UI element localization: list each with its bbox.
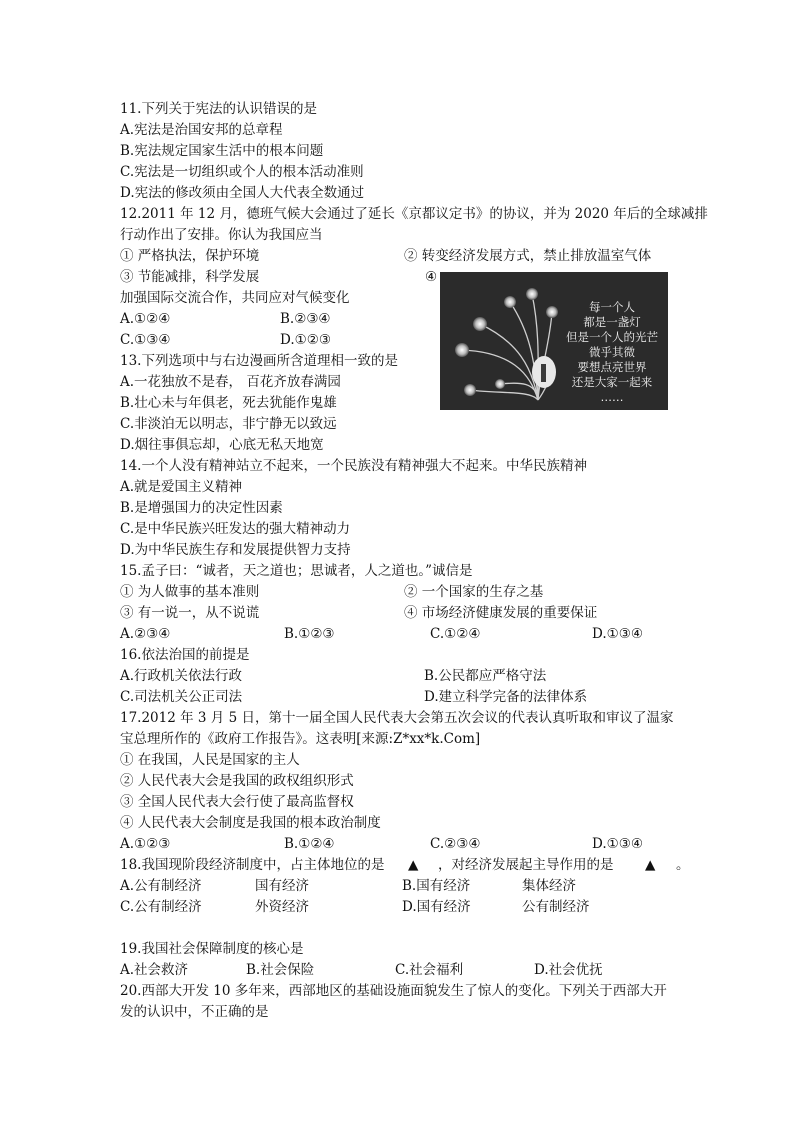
q12-statement-4-text: 加强国际交流合作，共同应对气候变化 [120, 290, 350, 306]
q19-option-b[interactable]: B.社会保险 [246, 962, 315, 978]
q15-statement-2: ② 一个国家的生存之基 [404, 584, 544, 600]
lamp-cartoon-image [440, 272, 668, 410]
q13-option-d[interactable]: D.烟往事俱忘却，心底无私天地宽 [120, 437, 324, 453]
q17-statement-2: ② 人民代表大会是我国的政权组织形式 [120, 773, 354, 789]
q18-option-d-2: 公有制经济 [522, 899, 590, 915]
q18-stem-part2: ，对经济发展起主导作用的是 [438, 857, 614, 873]
q14-option-b[interactable]: B.是增强国力的决定性因素 [120, 500, 283, 516]
q15-option-a[interactable]: A.②③④ [120, 626, 171, 642]
q13-stem: 13.下列选项中与右边漫画所含道理相一致的是 [120, 353, 398, 369]
cartoon-caption-1: 每一个人 [589, 300, 635, 314]
q15-option-b[interactable]: B.①②③ [284, 626, 335, 642]
q16-stem: 16.依法治国的前提是 [120, 647, 250, 663]
q14-stem: 14.一个人没有精神站立不起来，一个民族没有精神强大不起来。中华民族精神 [120, 458, 587, 474]
q17-option-b[interactable]: B.①②④ [284, 836, 335, 852]
q15-option-d[interactable]: D.①③④ [592, 626, 643, 642]
q18-option-a-2: 国有经济 [255, 878, 309, 894]
q16-option-d[interactable]: D.建立科学完备的法律体系 [424, 689, 588, 705]
q17-option-c[interactable]: C.②③④ [430, 836, 481, 852]
q11-option-d[interactable]: D.宪法的修改须由全国人大代表全数通过 [120, 185, 365, 201]
cartoon-caption-2: 都是一盏灯 [583, 315, 641, 329]
q14-option-a[interactable]: A.就是爱国主义精神 [120, 479, 243, 495]
q15-statement-3: ③ 有一说一，从不说谎 [120, 605, 260, 621]
q12-option-b[interactable]: B.②③④ [280, 311, 331, 327]
q19-option-d[interactable]: D.社会优抚 [534, 962, 603, 978]
q18-blank-1: ▲ [408, 857, 419, 873]
q15-option-c[interactable]: C.①②④ [430, 626, 481, 642]
q14-option-d[interactable]: D.为中华民族生存和发展提供智力支持 [120, 542, 351, 558]
q12-statement-3: ③ 节能减排，科学发展 [120, 269, 260, 285]
q19-option-c[interactable]: C.社会福利 [395, 962, 464, 978]
q17-option-a[interactable]: A.①②③ [120, 836, 171, 852]
cartoon-caption-3: 但是一个人的光芒 [566, 330, 658, 344]
q15-statement-4: ④ 市场经济健康发展的重要保证 [404, 605, 598, 621]
q11-stem: 11.下列关于宪法的认识错误的是 [120, 101, 317, 117]
q17-stem-line2: 宝总理所作的《政府工作报告》。这表明[来源:Z*xx*k.Com] [120, 731, 481, 747]
q11-option-a[interactable]: A.宪法是治国安邦的总章程 [120, 122, 283, 138]
q12-statement-1: ① 严格执法，保护环境 [120, 248, 260, 264]
cartoon-caption-7: …… [600, 390, 624, 404]
q13-option-c[interactable]: C.非淡泊无以明志，非宁静无以致远 [120, 416, 337, 432]
q15-stem: 15.孟子曰：“诚者，天之道也；思诚者，人之道也。”诚信是 [120, 563, 473, 579]
q17-statement-4: ④ 人民代表大会制度是我国的根本政治制度 [120, 815, 381, 831]
q18-option-b-1[interactable]: B.国有经济 [402, 878, 471, 894]
q15-statement-1: ① 为人做事的基本准则 [120, 584, 260, 600]
q19-stem: 19.我国社会保障制度的核心是 [120, 941, 304, 957]
q14-option-c[interactable]: C.是中华民族兴旺发达的强大精神动力 [120, 521, 351, 537]
q12-stem-line1: 12.2011 年 12 月，德班气候大会通过了延长《京都议定书》的协议，并为 2020 年后的全球减排 [120, 206, 708, 222]
q12-option-c[interactable]: C.①③④ [120, 332, 171, 348]
cartoon-caption-6: 还是大家一起来 [571, 375, 653, 389]
q13-option-b[interactable]: B.壮心未与年俱老，死去犹能作鬼雄 [120, 395, 337, 411]
q18-blank-2: ▲ [645, 857, 656, 873]
q17-statement-1: ① 在我国，人民是国家的主人 [120, 752, 300, 768]
q16-option-c[interactable]: C.司法机关公正司法 [120, 689, 243, 705]
q11-option-b[interactable]: B.宪法规定国家生活中的根本问题 [120, 143, 324, 159]
q17-stem-line1: 17.2012 年 3 月 5 日，第十一届全国人民代表大会第五次会议的代表认真听取和审议了温家 [120, 710, 674, 726]
q18-option-a-1[interactable]: A.公有制经济 [120, 878, 202, 894]
q18-option-b-2: 集体经济 [522, 878, 576, 894]
q20-stem-line1: 20.西部大开发 10 多年来，西部地区的基础设施面貌发生了惊人的变化。下列关于西部大开 [120, 983, 667, 999]
q12-statement-4-marker: ④ [425, 269, 438, 285]
q18-option-c-1[interactable]: C.公有制经济 [120, 899, 202, 915]
q19-option-a[interactable]: A.社会救济 [120, 962, 189, 978]
q18-option-d-1[interactable]: D.国有经济 [402, 899, 471, 915]
q12-stem-line2: 行动作出了安排。你认为我国应当 [120, 227, 323, 243]
cartoon-caption-5: 要想点亮世界 [577, 360, 647, 374]
q18-stem-part1: 18.我国现阶段经济制度中，占主体地位的是 [120, 857, 385, 873]
q12-statement-2: ② 转变经济发展方式，禁止排放温室气体 [404, 248, 652, 264]
q12-option-a[interactable]: A.①②④ [120, 311, 171, 327]
q12-option-d[interactable]: D.①②③ [280, 332, 331, 348]
q16-option-b[interactable]: B.公民都应严格守法 [424, 668, 547, 684]
q20-stem-line2: 发的认识中，不正确的是 [120, 1004, 269, 1020]
cartoon-caption-4: 微乎其微 [589, 345, 635, 359]
q17-statement-3: ③ 全国人民代表大会行使了最高监督权 [120, 794, 354, 810]
q16-option-a[interactable]: A.行政机关依法行政 [120, 668, 243, 684]
q17-option-d[interactable]: D.①③④ [592, 836, 643, 852]
q18-stem-part3: 。 [676, 857, 690, 873]
q11-option-c[interactable]: C.宪法是一切组织或个人的根本活动准则 [120, 164, 364, 180]
q13-option-a[interactable]: A.一花独放不是春， 百花齐放春满园 [120, 374, 341, 390]
q18-option-c-2: 外资经济 [255, 899, 309, 915]
